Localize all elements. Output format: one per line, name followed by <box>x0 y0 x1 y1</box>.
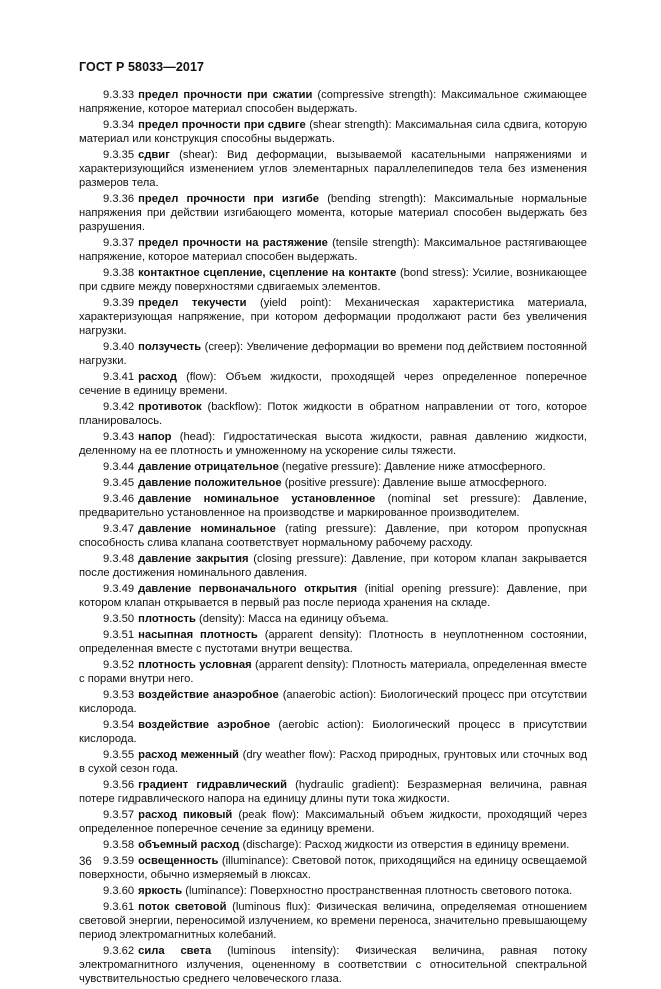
entry-english-term: (shear): <box>179 149 218 161</box>
definition-entry <box>79 431 587 459</box>
entry-number: 9.3.41 <box>103 370 135 383</box>
entry-term: предел прочности при сдвиге <box>138 119 306 131</box>
definition-entry <box>79 297 587 339</box>
entry-number: 9.3.51 <box>103 629 135 641</box>
entry-term: расход меженный <box>138 749 239 761</box>
entry-definition: Механическая характеристика материала, характеризующая напряжение, при котором деформации продолжают расти без увеличения нагрузки. <box>79 296 588 337</box>
entry-definition: Максимальный объем жидкости, проходящий через определенное поперечное сечение за единицу времени. <box>79 809 588 835</box>
definition-entry <box>79 477 587 491</box>
entry-english-term: (tensile strength): <box>332 236 420 249</box>
entry-term: плотность условная <box>138 659 252 671</box>
entry-definition: Биологический процесс при отсутствии кислорода. <box>79 689 588 715</box>
entry-number: 9.3.36 <box>103 192 135 205</box>
definition-entry <box>79 493 587 521</box>
definition-entry <box>79 237 587 265</box>
entry-definition: Давление, при котором клапан открывается в первый раз после периода хранения на складе. <box>79 582 587 609</box>
definition-entry <box>79 149 587 191</box>
entry-english-term: (anaerobic action): <box>282 689 377 701</box>
entry-english-term: (nominal set pressure): <box>387 492 521 505</box>
entry-definition: Расход природных, грунтовых или сточных вод в сухой сезон года. <box>79 749 587 775</box>
definition-entry <box>79 885 587 899</box>
entry-english-term: (negative pressure): <box>281 460 382 473</box>
entry-definition: Максимальное сжимающее напряжение, которое материал способен выдержать. <box>79 89 588 115</box>
definition-entry <box>79 855 587 883</box>
entry-english-term: (closing pressure): <box>253 552 347 565</box>
entry-english-term: (bond stress): <box>399 266 469 279</box>
entry-number: 9.3.38 <box>103 266 135 279</box>
entry-term: предел прочности на растяжение <box>138 236 328 249</box>
entry-english-term: (bending strength): <box>327 192 427 205</box>
entry-english-term: (compressive strength): <box>317 89 437 101</box>
entry-number: 9.3.33 <box>103 89 135 101</box>
entry-definition: Поверхностно пространственная плотность светового потока. <box>249 885 573 898</box>
entry-number: 9.3.56 <box>103 779 135 791</box>
definition-entry <box>79 901 587 943</box>
entry-english-term: (rating pressure): <box>285 522 377 535</box>
entry-number: 9.3.35 <box>103 149 135 161</box>
entry-term: давление номинальное <box>138 522 276 535</box>
entry-number: 9.3.42 <box>103 400 135 413</box>
entry-english-term: (peak flow): <box>238 809 300 821</box>
entry-definition: Физическая величина, равная потоку электромагнитного излучения, оцененному в соответствии с относительной спектральной чувствительностью среднего человеческого глаза. <box>79 945 588 985</box>
entry-english-term: (luminous intensity): <box>227 945 340 958</box>
entry-number: 9.3.45 <box>103 476 135 489</box>
entry-english-term: (yield point): <box>260 296 332 309</box>
definition-entry <box>79 719 587 747</box>
page-number: 36 <box>79 856 92 868</box>
entry-term: освещенность <box>138 855 219 868</box>
entry-term: предел прочности при сжатии <box>138 89 313 101</box>
definition-entry <box>79 193 587 235</box>
entry-number: 9.3.50 <box>103 612 135 625</box>
entry-term: давление отрицательное <box>138 460 279 473</box>
entry-term: предел прочности при изгибе <box>138 192 320 205</box>
entry-english-term: (luminance): <box>185 885 247 898</box>
entry-number: 9.3.44 <box>103 460 135 473</box>
entry-definition: Световой поток, приходящийся на единицу освещаемой поверхности, обычно измеряемый в люксах. <box>79 855 588 881</box>
entry-number: 9.3.53 <box>103 689 135 701</box>
entry-english-term: (initial opening pressure): <box>364 582 500 595</box>
entry-number: 9.3.39 <box>103 296 135 309</box>
entry-definition: Максимальная сила сдвига, которую материал или конструкция способны выдержать. <box>79 119 588 145</box>
entry-number: 9.3.37 <box>103 236 135 249</box>
entry-definition: Давление ниже атмосферного. <box>384 460 546 473</box>
entry-english-term: (discharge): <box>242 839 302 851</box>
entry-term: сдвиг <box>138 149 170 161</box>
entry-english-term: (aerobic action): <box>278 719 364 731</box>
entry-number: 9.3.57 <box>103 809 135 821</box>
entry-number: 9.3.55 <box>103 749 135 761</box>
entry-number: 9.3.49 <box>103 582 135 595</box>
entry-term: давление закрытия <box>138 552 249 565</box>
entry-english-term: (positive pressure): <box>284 476 380 489</box>
definition-entry <box>79 613 587 627</box>
definition-entry <box>79 553 587 581</box>
entry-english-term: (density): <box>199 612 246 625</box>
entry-term: плотность <box>138 612 196 625</box>
entry-term: давление номинальное установленное <box>138 492 376 505</box>
definition-entry <box>79 779 587 807</box>
definition-entry <box>79 945 587 987</box>
entry-term: яркость <box>138 885 183 898</box>
entry-definition: Усилие, возникающее при сдвиге между поверхностями сдвигаемых элементов. <box>79 266 588 293</box>
entry-term: насыпная плотность <box>138 629 258 641</box>
definition-entry <box>79 749 587 777</box>
entry-english-term: (hydraulic gradient): <box>295 779 400 791</box>
entry-number: 9.3.46 <box>103 492 135 505</box>
entry-number: 9.3.59 <box>103 855 135 868</box>
entry-number: 9.3.48 <box>103 552 135 565</box>
entry-term: давление положительное <box>138 476 282 489</box>
definition-entry <box>79 461 587 475</box>
entry-definition: Давление выше атмосферного. <box>382 476 548 489</box>
entry-number: 9.3.60 <box>103 885 135 898</box>
definition-entry <box>79 659 587 687</box>
entry-english-term: (shear strength): <box>309 119 392 131</box>
definition-entry <box>79 689 587 717</box>
entry-term: расход пиковый <box>138 809 233 821</box>
entry-definition: Давление, при котором пропускная способность слива клапана соответствует нормальному рабочему расходу. <box>79 522 588 549</box>
entry-term: предел текучести <box>138 296 247 309</box>
entry-number: 9.3.47 <box>103 522 135 535</box>
entry-english-term: (apparent density): <box>264 629 362 641</box>
entry-definition: Вид деформации, вызываемой касательными напряжениями и характеризующийся изменением углов элементарных параллелепипедов тела без изменения размеров тела. <box>79 149 588 189</box>
definition-entry <box>79 523 587 551</box>
entry-term: поток световой <box>138 901 227 914</box>
entry-term: объемный расход <box>138 839 240 851</box>
entry-term: ползучесть <box>138 340 202 353</box>
entry-english-term: (illuminance): <box>221 855 289 868</box>
entry-number: 9.3.43 <box>103 430 135 443</box>
entry-number: 9.3.54 <box>103 719 135 731</box>
definition-entry <box>79 583 587 611</box>
entry-english-term: (backflow): <box>207 400 262 413</box>
entry-term: давление первоначального открытия <box>138 582 358 595</box>
entry-number: 9.3.62 <box>103 945 135 958</box>
entry-term: противоток <box>138 400 202 413</box>
entry-term: воздействие анаэробное <box>138 689 279 701</box>
entry-definition: Расход жидкости из отверстия в единицу времени. <box>304 839 570 851</box>
entry-english-term: (dry weather flow): <box>242 749 336 761</box>
definitions-list <box>79 89 587 989</box>
definition-entry <box>79 267 587 295</box>
entry-number: 9.3.40 <box>103 340 135 353</box>
entry-definition: Давление, при котором клапан закрывается после достижения номинального давления. <box>79 552 587 579</box>
entry-definition: Масса на единицу объема. <box>248 612 389 625</box>
definition-entry <box>79 89 587 117</box>
entry-number: 9.3.34 <box>103 119 135 131</box>
entry-definition: Гидростатическая высота жидкости, равная давлению жидкости, деленному на ее плотность и умноженному на ускорение силы тяжести. <box>79 430 588 457</box>
entry-english-term: (luminous flux): <box>232 901 311 914</box>
entry-term: сила света <box>138 945 212 958</box>
entry-term: градиент гидравлический <box>138 779 287 791</box>
definition-entry <box>79 341 587 369</box>
entry-english-term: (flow): <box>186 370 217 383</box>
definition-entry <box>79 371 587 399</box>
entry-definition: Плотность в неуплотненном состоянии, определенная вместе с пустотами внутри вещества. <box>79 629 588 655</box>
entry-definition: Поток жидкости в обратном направлении от того, которое планировалось. <box>79 400 588 427</box>
entry-definition: Максимальное растягивающее напряжение, которое материал способен выдержать. <box>79 236 588 263</box>
entry-number: 9.3.52 <box>103 659 135 671</box>
entry-definition: Увеличение деформации во времени под действием постоянной нагрузки. <box>79 340 588 367</box>
entry-definition: Биологический процесс в присутствии кислорода. <box>79 719 587 745</box>
entry-english-term: (apparent density): <box>254 659 349 671</box>
entry-definition: Физическая величина, определяемая отношением световой энергии, переносимой излучением, ко времени переноса, значительно превышающему период электромагнитных колебаний. <box>79 901 588 941</box>
entry-definition: Безразмерная величина, равная потере гидравлического напора на единицу длины пути тока жидкости. <box>79 779 587 805</box>
document-header: ГОСТ Р 58033—2017 <box>79 60 205 74</box>
entry-term: напор <box>138 430 172 443</box>
entry-definition: Давление, предварительно установленное на производстве и маркированное производителем. <box>79 492 588 519</box>
definition-entry <box>79 839 587 853</box>
entry-term: расход <box>138 370 177 383</box>
entry-english-term: (head): <box>179 430 216 443</box>
entry-number: 9.3.58 <box>103 839 135 851</box>
entry-term: воздействие аэробное <box>138 719 271 731</box>
entry-number: 9.3.61 <box>103 901 135 914</box>
entry-english-term: (creep): <box>204 340 244 353</box>
definition-entry <box>79 809 587 837</box>
entry-definition: Плотность материала, определенная вместе с порами внутри него. <box>79 659 587 685</box>
entry-definition: Максимальные нормальные напряжения при действии изгибающего момента, которые материал способен выдержать без разрушения. <box>79 192 588 233</box>
definition-entry <box>79 629 587 657</box>
definition-entry <box>79 401 587 429</box>
entry-term: контактное сцепление, сцепление на контакте <box>138 266 397 279</box>
entry-definition: Объем жидкости, проходящей через определенное поперечное сечение в единицу времени. <box>79 370 588 397</box>
definition-entry <box>79 119 587 147</box>
